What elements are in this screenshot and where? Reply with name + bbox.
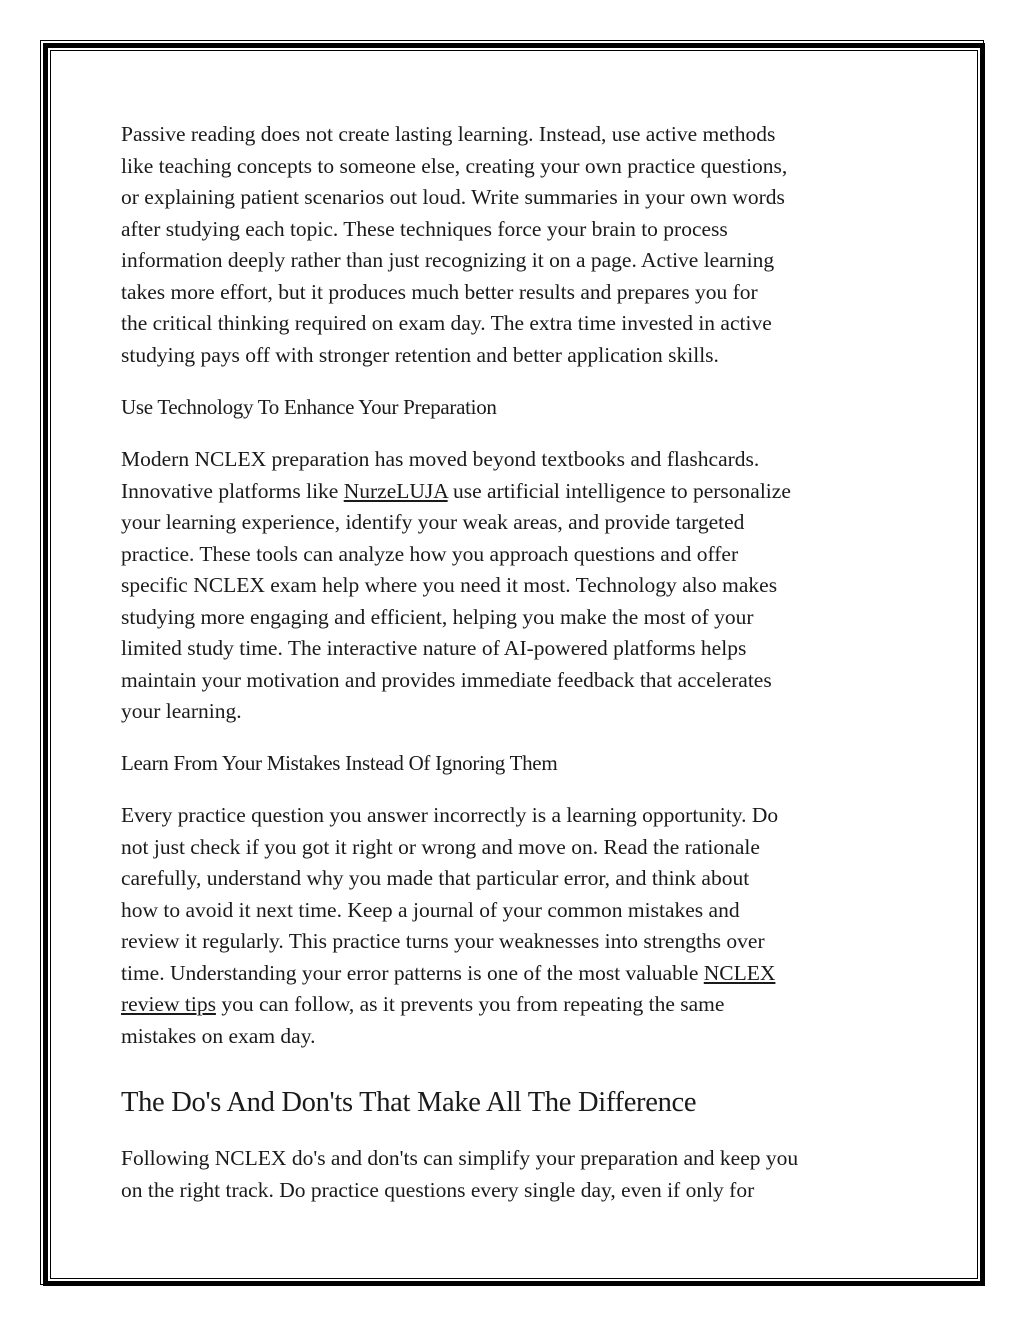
text-line <box>121 895 778 927</box>
text-segment: information deeply rather than just recognizing it on a page. Active learning <box>121 248 775 272</box>
text-segment: on the right track. Do practice questions every single day, even if only for <box>121 1177 755 1202</box>
text-line <box>121 245 787 277</box>
text-line <box>121 1175 798 1207</box>
text-line <box>121 444 791 476</box>
text-line <box>121 570 791 602</box>
text-line <box>121 308 787 340</box>
text-line <box>121 800 778 832</box>
text-segment: use artificial intelligence to personalize <box>447 478 791 503</box>
paragraph-technology <box>121 444 791 728</box>
text-line <box>121 277 787 309</box>
paragraph-active-learning <box>121 119 787 371</box>
inline-link[interactable]: review tips <box>121 992 216 1016</box>
paragraph-dos-donts <box>121 1143 798 1206</box>
text-segment: like teaching concepts to someone else, creating your own practice questions, <box>121 153 788 178</box>
text-line <box>121 633 791 665</box>
text-line <box>121 151 787 183</box>
text-line <box>121 665 791 697</box>
text-segment: the critical thinking required on exam day. The extra time invested in active <box>121 311 772 335</box>
text-segment: studying more engaging and efficient, helping you make the most of your <box>121 604 754 629</box>
inline-link[interactable]: NurzeLUJA <box>343 478 448 503</box>
heading-dos-and-donts: The Do's And Don'ts That Make All The Difference <box>121 1087 697 1118</box>
text-line <box>121 863 778 895</box>
text-segment: Modern NCLEX preparation has moved beyond textbooks and flashcards. <box>121 447 760 471</box>
text-segment: takes more effort, but it produces much better results and prepares you for <box>121 279 758 304</box>
text-segment: practice. These tools can analyze how you approach questions and offer <box>121 541 739 566</box>
heading-learn-from-mistakes: Learn From Your Mistakes Instead Of Ignoring Them <box>121 751 558 775</box>
text-line <box>121 214 787 246</box>
text-line <box>121 340 787 372</box>
text-segment: Passive reading does not create lasting learning. Instead, use active methods <box>121 122 776 146</box>
text-segment: time. Understanding your error patterns is one of the most valuable <box>121 960 704 985</box>
text-segment: Innovative platforms like <box>121 478 344 503</box>
text-segment: studying pays off with stronger retention and better application skills. <box>121 342 719 367</box>
text-segment: your learning experience, identify your weak areas, and provide targeted <box>121 510 745 534</box>
heading-use-technology: Use Technology To Enhance Your Preparation <box>121 395 497 419</box>
text-segment: you can follow, as it prevents you from repeating the same <box>215 992 725 1016</box>
text-segment: specific NCLEX exam help where you need it most. Technology also makes <box>121 573 778 597</box>
text-line <box>121 989 778 1021</box>
text-line <box>121 476 791 508</box>
text-segment: Following NCLEX do's and don'ts can simplify your preparation and keep you <box>121 1146 799 1170</box>
text-line <box>121 696 791 728</box>
text-line <box>121 119 787 151</box>
text-segment: maintain your motivation and provides immediate feedback that accelerates <box>121 667 772 692</box>
paragraph-mistakes <box>121 800 778 1052</box>
text-segment: your learning. <box>121 699 242 723</box>
text-line <box>121 832 778 864</box>
text-segment: review it regularly. This practice turns your weaknesses into strengths over <box>121 929 765 953</box>
text-segment: Every practice question you answer incorrectly is a learning opportunity. Do <box>121 803 779 827</box>
text-line <box>121 1021 778 1053</box>
text-segment: how to avoid it next time. Keep a journal of your common mistakes and <box>121 897 740 922</box>
text-line <box>121 539 791 571</box>
text-segment: mistakes on exam day. <box>121 1023 316 1048</box>
text-line <box>121 182 787 214</box>
text-segment: limited study time. The interactive nature of AI-powered platforms helps <box>121 636 747 660</box>
text-segment: or explaining patient scenarios out loud. Write summaries in your own words <box>121 185 785 209</box>
text-segment: carefully, understand why you made that particular error, and think about <box>121 866 750 890</box>
text-line <box>121 1143 798 1175</box>
text-line <box>121 958 778 990</box>
inline-link[interactable]: NCLEX <box>703 960 776 985</box>
text-segment: not just check if you got it right or wrong and move on. Read the rationale <box>121 834 760 859</box>
text-segment: after studying each topic. These techniques force your brain to process <box>121 216 728 241</box>
text-line <box>121 602 791 634</box>
text-line <box>121 926 778 958</box>
text-line <box>121 507 791 539</box>
